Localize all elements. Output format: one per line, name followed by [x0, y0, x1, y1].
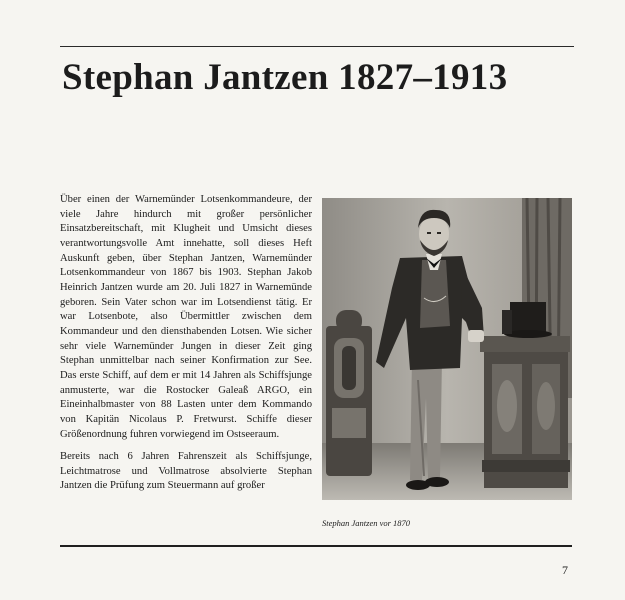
page-title: Stephan Jantzen 1827–1913 — [62, 57, 508, 98]
portrait-photo — [322, 198, 572, 500]
paragraph-1: Über einen der Warnemünder Lotsenkommandeure, der viele Jahre hindurch mit großer persönlicher Einsatzbereitschaft, mit Klugheit und Umsicht dieses verantwortungsvolle Amt innehatte, soll dieses Heft Auskunft geben, über Stephan Jantzen, Warnemünder Lotsenkommandeur von 1867 bis 1903. Stephan Jakob Heinrich Jantzen wurde am 20. Juli 1827 in Warnemünde geboren. Sein Vater schon war im Lotsendienst tätig. Er war Lotsenbote, also Übermittler zwischen dem Kommandeur und den diensthabenden Lotsen. Wie sicher sehr viele Warnemünder Jungen in dieser Zeit ging Stephan unmittelbar nach seiner Konfirmation zur See. Das erste Schiff, auf dem er mit 14 Jahren als Schiffsjunge anmusterte, war die Rostocker Galeaß ARGO, ein Eineinhalbmaster von 88 Lasten unter dem Kommando von Kapitän Nicolaus P. Fretwurst. Schiffe dieser Größenordnung fuhren vorwiegend im Ostseeraum. — [60, 194, 312, 440]
paragraph-2: Bereits nach 6 Jahren Fahrenszeit als Schiffsjunge, Leichtmatrose und Vollmatrose absolvierte Stephan Jantzen die Prüfung zum Steuermann auf großer — [60, 451, 312, 492]
bottom-rule — [60, 545, 572, 547]
top-rule — [60, 46, 574, 47]
page-number: 7 — [562, 563, 568, 577]
article-body — [60, 193, 312, 502]
photo-caption: Stephan Jantzen vor 1870 — [322, 518, 411, 528]
